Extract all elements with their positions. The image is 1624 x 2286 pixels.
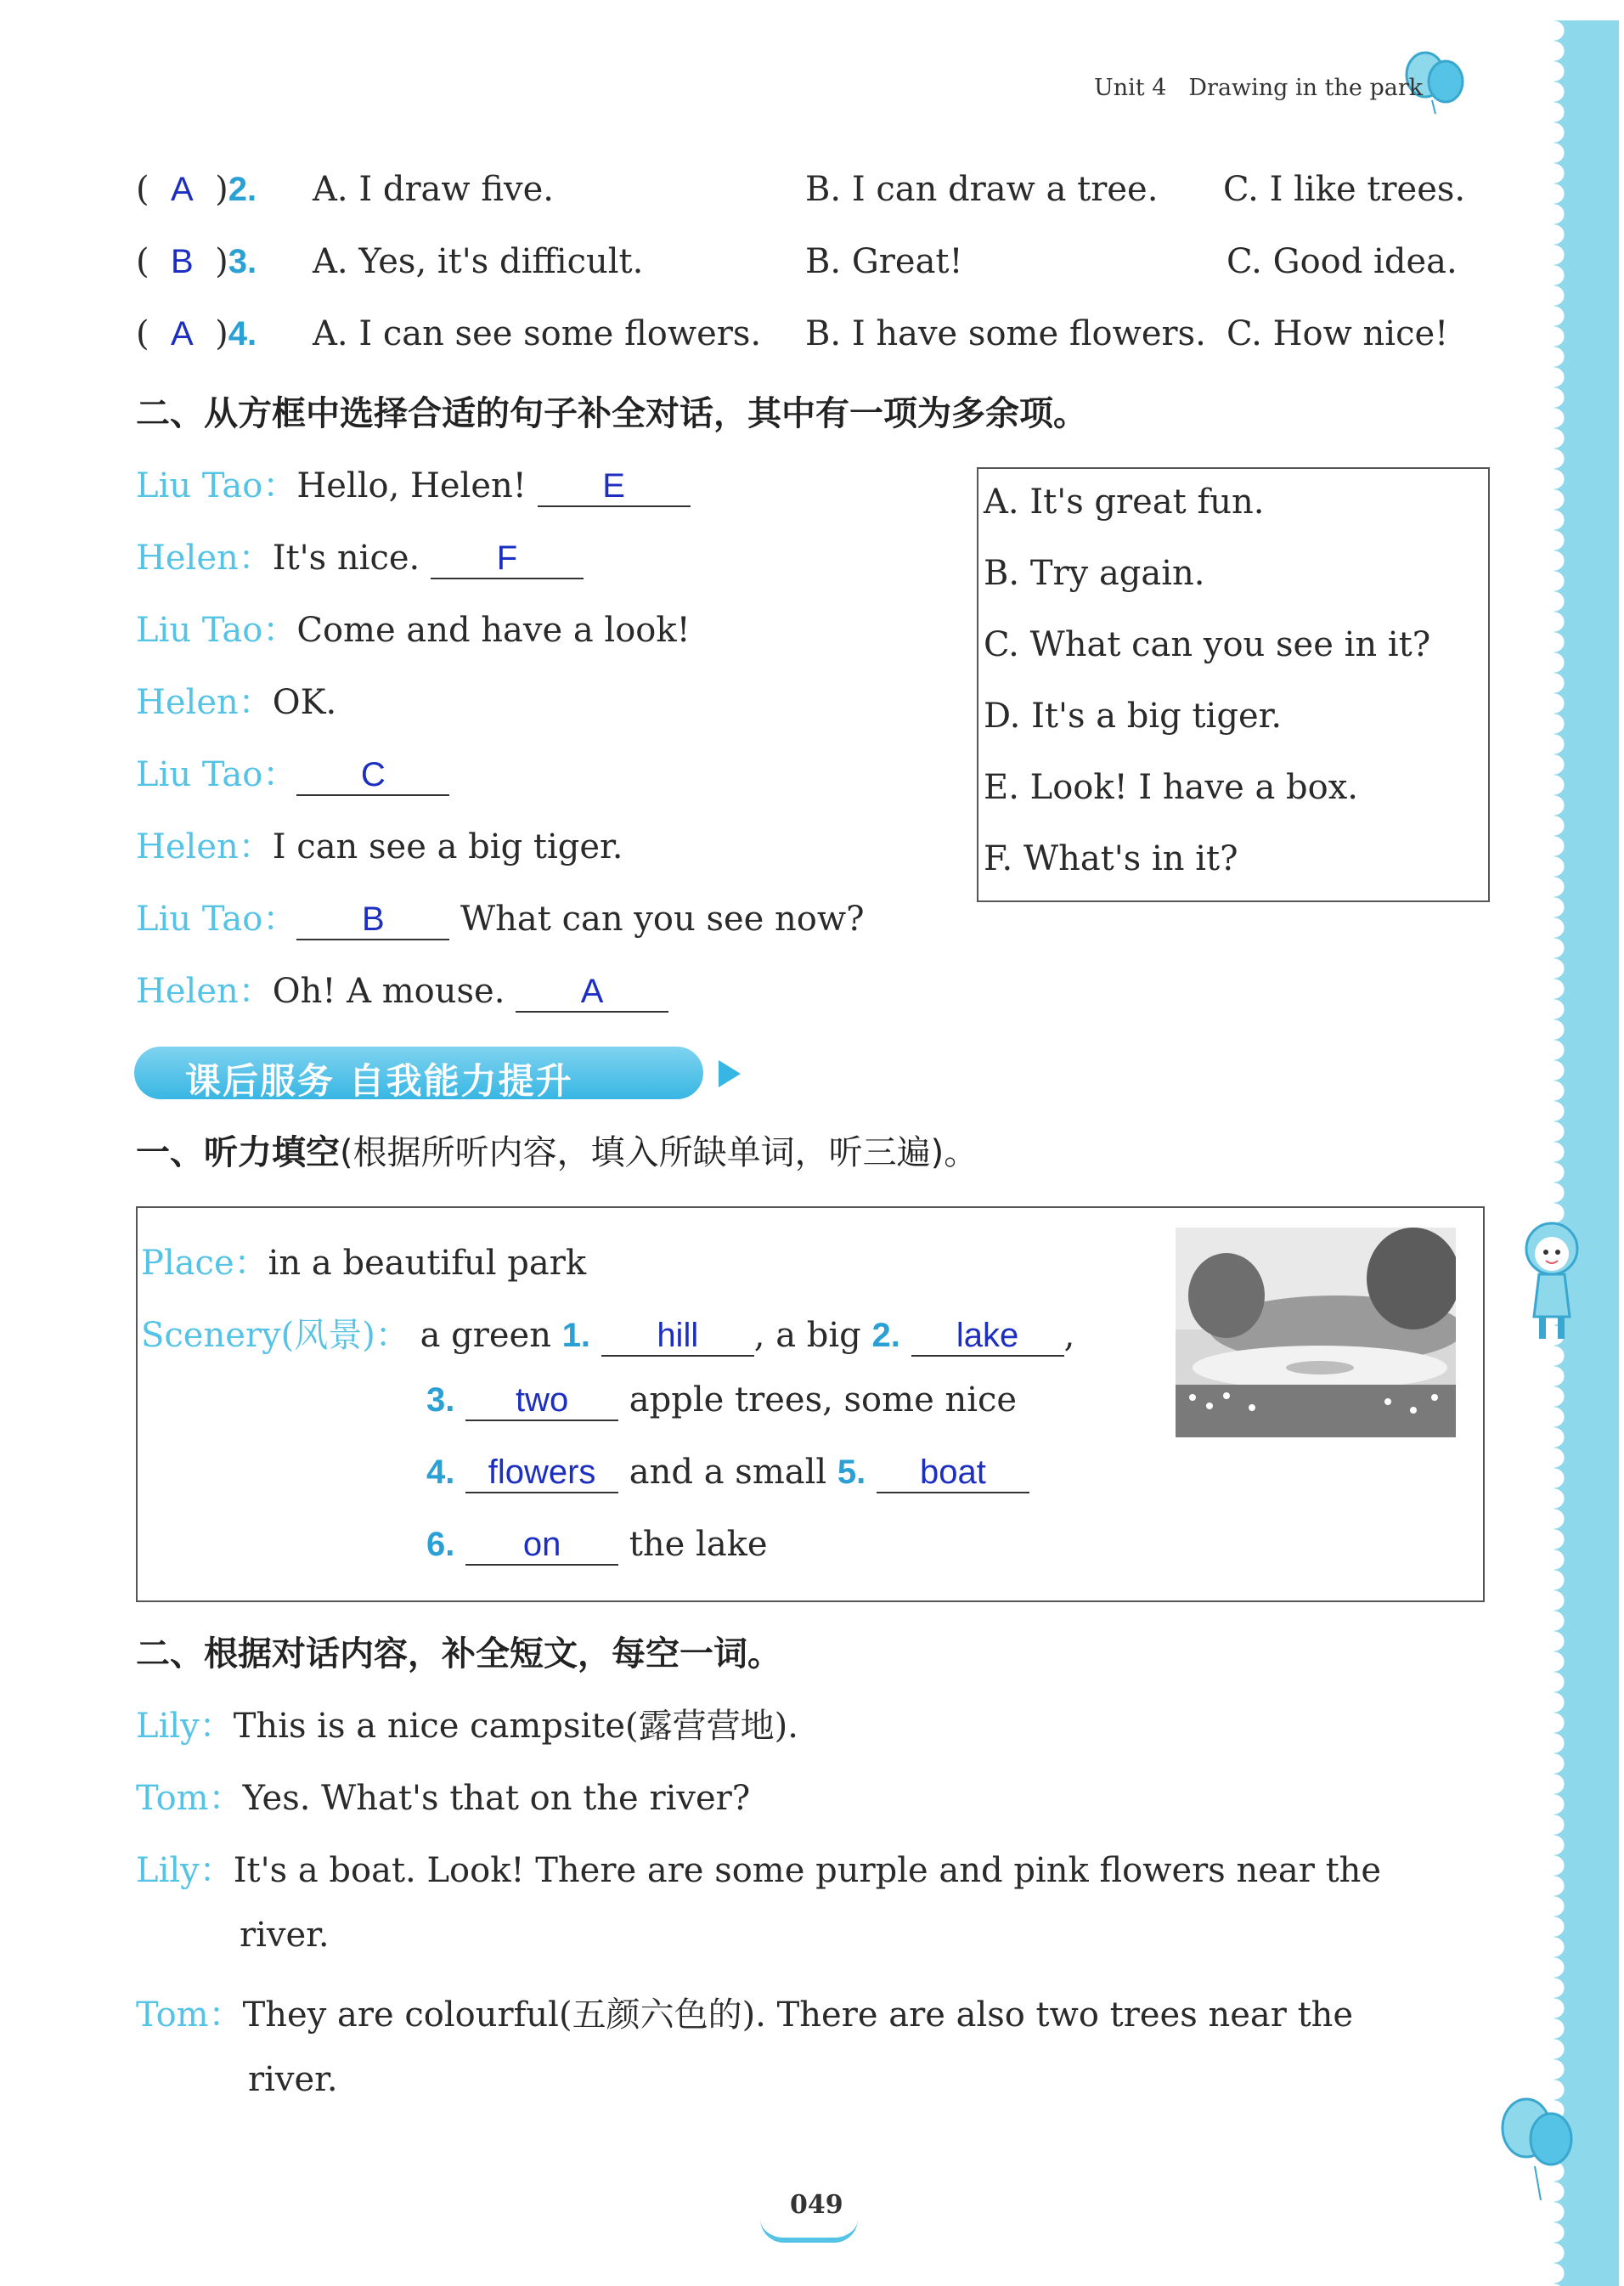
question-number: 2. [228, 171, 257, 208]
blank-answer: on [522, 1526, 561, 1563]
speaker-name: Helen： [136, 827, 273, 866]
section-title: 二、从方框中选择合适的句子补全对话，其中有一项为多余项。 [136, 394, 1087, 433]
dialogue-text: Come and have a look! [296, 611, 691, 650]
speaker-name: Lily： [136, 1851, 234, 1890]
speaker-name: Helen： [136, 539, 273, 578]
speaker-name: Liu Tao： [136, 755, 297, 794]
question-answer: A [171, 171, 194, 208]
listening-title-text: 一、听力填空 [136, 1133, 340, 1172]
page-header [1094, 75, 1423, 101]
dialogue2-line [136, 1988, 1353, 2036]
dialogue-text: It's nice. [272, 539, 431, 578]
speaker-name: Liu Tao： [136, 466, 297, 505]
option-a: A. I can see some flowers. [313, 314, 762, 353]
option-item: C. What can you see in it? [984, 625, 1431, 664]
speaker-name: Liu Tao： [136, 611, 297, 650]
speaker-name: Tom： [136, 1995, 243, 2035]
option-item: D. It's a big tiger. [984, 697, 1283, 736]
dialogue-line [136, 820, 623, 868]
speaker-name: Helen： [136, 683, 273, 722]
option-c: C. I like trees. [1223, 170, 1466, 209]
side-decoration-strip [1568, 20, 1619, 2286]
scenery-text: , a big [753, 1316, 861, 1355]
answer-blank [465, 1453, 618, 1493]
option-item: E. Look! I have a box. [984, 768, 1359, 807]
speaker-name: Tom： [136, 1779, 243, 1818]
blank-number: 6. [426, 1526, 455, 1563]
dialogue-line [136, 675, 336, 724]
dialogue-text: Oh! A mouse. [272, 972, 516, 1011]
dialogue2-line [136, 1771, 750, 1820]
question-row-4: ( A )4. [136, 314, 257, 353]
dialogue-text: This is a nice campsite(露营营地). [233, 1707, 798, 1746]
dialogue-text: What can you see now? [449, 900, 865, 939]
question-row-2: ( A )2. [136, 170, 257, 209]
dialogue-line [136, 459, 691, 507]
question-number: 4. [228, 315, 257, 353]
option-item: A. It's great fun. [984, 483, 1265, 522]
dialogue-text: OK. [272, 683, 337, 722]
option-b: B. Great! [805, 242, 963, 281]
scenery-text: the lake [629, 1525, 768, 1564]
blank-answer: hill [657, 1317, 699, 1354]
blank-answer: B [362, 900, 385, 938]
answer-blank [431, 539, 584, 579]
options-box [977, 467, 1490, 902]
answer-blank [296, 755, 449, 796]
place-line [141, 1236, 586, 1284]
cartoon-girl-illustration [1514, 1215, 1590, 1351]
blank-answer: two [515, 1381, 569, 1419]
scenery-text: and a small [629, 1453, 827, 1492]
blank-answer: boat [920, 1453, 986, 1491]
speaker-name: Helen： [136, 972, 273, 1011]
listening-title [136, 1126, 978, 1174]
unit-label: Unit 4 [1094, 75, 1167, 101]
answer-blank [911, 1316, 1064, 1357]
answer-blank [516, 972, 668, 1013]
question-answer: B [171, 243, 194, 280]
option-c: C. How nice! [1226, 314, 1449, 353]
dialogue-text: Hello, Helen! [296, 466, 538, 505]
option-a: A. I draw five. [313, 170, 555, 209]
blank-answer: flowers [488, 1453, 596, 1491]
option-b: B. I can draw a tree. [805, 170, 1159, 209]
answer-blank [877, 1453, 1029, 1493]
scenery-line-3 [426, 1380, 1017, 1421]
scenery-line-4 [426, 1453, 1029, 1493]
blank-answer: A [580, 973, 604, 1010]
dialogue-line [136, 892, 865, 940]
section-title: 二、根据对话内容，补全短文，每空一词。 [136, 1634, 781, 1674]
side-wave-edge [1554, 20, 1575, 2286]
scenery-text: a green [420, 1316, 551, 1355]
blank-number: 1. [561, 1317, 591, 1354]
blank-answer: C [360, 756, 386, 793]
dialogue-continuation: river. [240, 1916, 330, 1955]
banner-text: 课后服务 自我能力提升 [185, 1060, 573, 1102]
dialogue2-line [136, 1699, 798, 1747]
question-number: 3. [228, 243, 257, 280]
blank-number: 3. [426, 1381, 455, 1419]
scenery-text: apple trees, some nice [629, 1380, 1018, 1420]
answer-blank [465, 1380, 618, 1421]
scenery-comma: , [1063, 1316, 1075, 1355]
listening-hint: (根据所听内容，填入所缺单词，听三遍)。 [340, 1133, 978, 1172]
scenery-label: Scenery(风景)： [141, 1316, 409, 1355]
blank-answer: F [496, 539, 518, 577]
option-b: B. I have some flowers. [805, 314, 1206, 353]
answer-blank [296, 900, 449, 940]
speaker-name: Liu Tao： [136, 900, 297, 939]
answer-blank [601, 1316, 754, 1357]
dialogue-text: It's a boat. Look! There are some purple and pink flowers near the [233, 1851, 1382, 1890]
dialogue-line [136, 531, 584, 579]
answer-blank [538, 466, 691, 507]
blank-answer: E [602, 467, 625, 505]
option-item: B. Try again. [984, 554, 1205, 593]
dialogue2-line [136, 1843, 1381, 1892]
banner-arrow-icon [719, 1060, 741, 1087]
scenery-line-6 [426, 1525, 768, 1566]
page-number-swoosh [760, 2219, 858, 2243]
blank-answer: lake [956, 1317, 1019, 1354]
option-item: F. What's in it? [984, 839, 1238, 878]
park-scene-image [1176, 1228, 1456, 1437]
unit-title: Drawing in the park [1188, 75, 1424, 101]
dialogue-text: They are colourful(五颜六色的). There are also two trees near the [242, 1995, 1354, 2035]
answer-blank [465, 1525, 618, 1566]
blank-number: 5. [837, 1453, 866, 1491]
dialogue-text: Yes. What's that on the river? [242, 1779, 751, 1818]
dialogue-line [136, 748, 449, 796]
option-a: A. Yes, it's difficult. [313, 242, 644, 281]
place-text: in a beautiful park [268, 1244, 587, 1283]
scenery-line [141, 1308, 1074, 1357]
place-label: Place： [141, 1244, 268, 1283]
speaker-name: Lily： [136, 1707, 234, 1746]
dialogue-line [136, 964, 668, 1013]
question-row-3: ( B )3. [136, 242, 257, 281]
dialogue-continuation: river. [248, 2060, 338, 2099]
dialogue-line [136, 603, 691, 652]
dialogue-text: I can see a big tiger. [272, 827, 623, 866]
blank-number: 2. [871, 1317, 900, 1354]
balloon-icon-bottom [1497, 2090, 1582, 2209]
option-c: C. Good idea. [1226, 242, 1458, 281]
question-answer: A [171, 315, 194, 353]
page-number: 049 [790, 2190, 843, 2220]
blank-number: 4. [426, 1453, 455, 1491]
